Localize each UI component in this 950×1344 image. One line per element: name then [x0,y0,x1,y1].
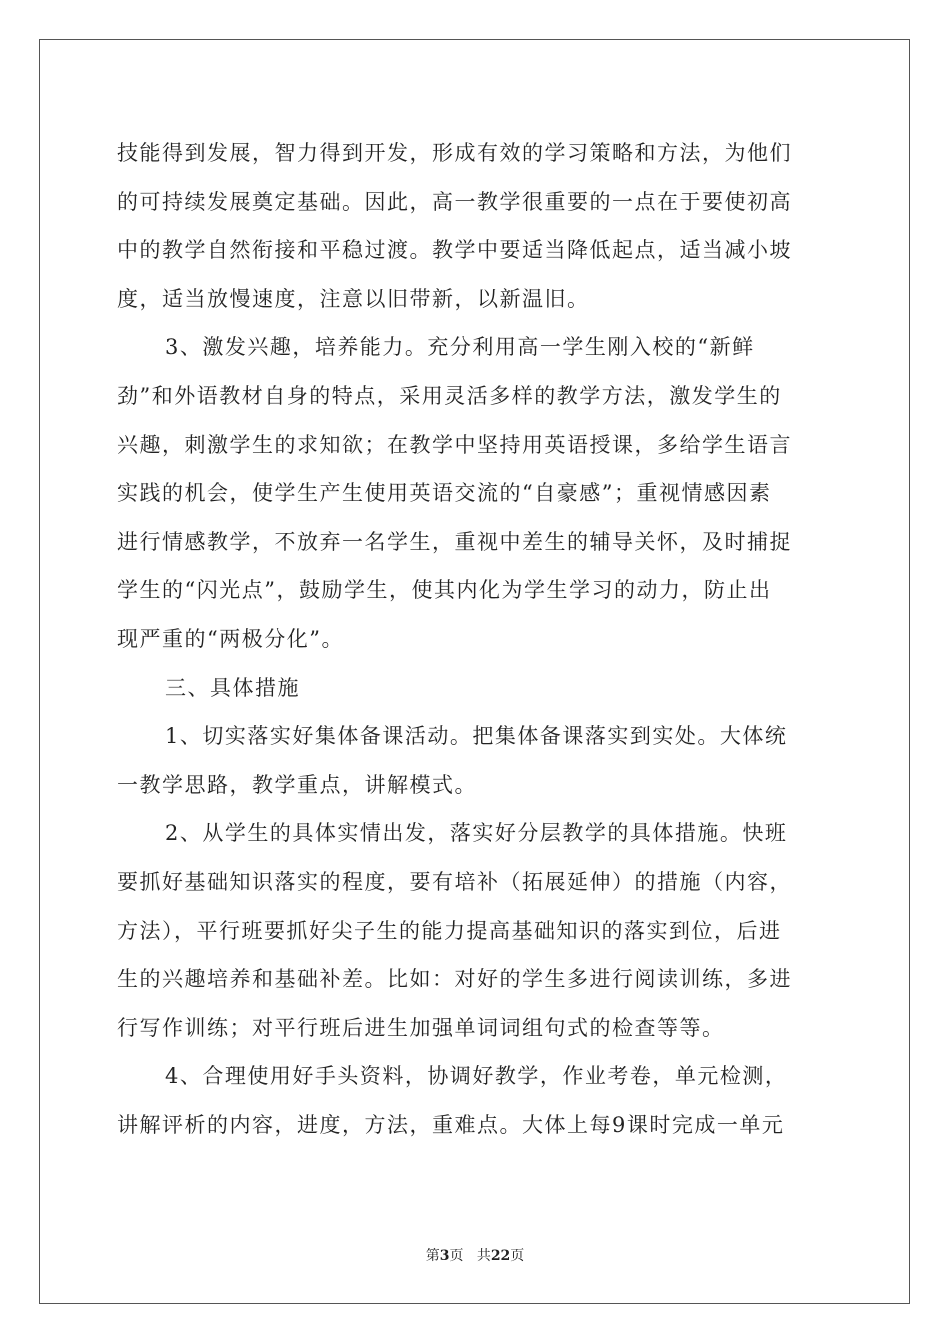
text-line: 三、具体措施 [165,675,300,700]
text-line: 劲”和外语教材自身的特点，采用灵活多样的教学方法，激发学生的 [117,383,782,408]
total-page-number: 22 [490,1248,511,1264]
text-line: 实践的机会，使学生产生使用英语交流的“自豪感”；重视情感因素 [117,481,772,506]
text-line: 进行情感教学，不放弃一名学生，重视中差生的辅导关怀，及时捕捉 [117,529,792,554]
footer-total-label: 页 [510,1248,525,1264]
text-line: 3、激发兴趣，培养能力。充分利用高一学生刚入校的“新鲜 [165,335,755,360]
text-line: 一教学思路，教学重点，讲解模式。 [117,772,477,797]
footer-total-prefix: 共 [476,1248,491,1264]
text-line: 现严重的“两极分化”。 [117,626,344,651]
text-line: 度，适当放慢速度，注意以旧带新，以新温旧。 [117,286,590,311]
text-line: 兴趣，刺激学生的求知欲；在教学中坚持用英语授课，多给学生语言 [117,432,792,457]
text-line: 生的兴趣培养和基础补差。比如：对好的学生多进行阅读训练，多进 [117,967,792,992]
text-line: 要抓好基础知识落实的程度，要有培补（拓展延伸）的措施（内容， [117,869,792,894]
text-line: 4、合理使用好手头资料，协调好教学，作业考卷，单元检测， [165,1064,788,1089]
text-line: 讲解评析的内容，进度，方法，重难点。大体上每9课时完成一单元 [117,1112,785,1137]
text-line: 2、从学生的具体实情出发，落实好分层教学的具体措施。快班 [165,821,788,846]
text-line: 的可持续发展奠定基础。因此，高一教学很重要的一点在于要使初高 [117,189,792,214]
text-line: 行写作训练；对平行班后进生加强单词词组句式的检查等等。 [117,1015,725,1040]
text-line: 技能得到发展，智力得到开发，形成有效的学习策略和方法，为他们 [117,141,792,165]
document-body [117,129,837,1149]
footer-prefix: 第 [425,1248,440,1264]
text-line: 1、切实落实好集体备课活动。把集体备课落实到实处。大体统 [165,724,788,749]
current-page-number: 3 [439,1248,450,1264]
footer-page-label: 页 [449,1248,464,1264]
page-footer [0,1245,950,1265]
text-line: 中的教学自然衔接和平稳过渡。教学中要适当降低起点，适当减小坡 [117,238,792,263]
text-line: 方法），平行班要抓好尖子生的能力提高基础知识的落实到位，后进 [117,918,782,943]
text-line: 学生的“闪光点”，鼓励学生，使其内化为学生学习的动力，防止出 [117,578,772,603]
